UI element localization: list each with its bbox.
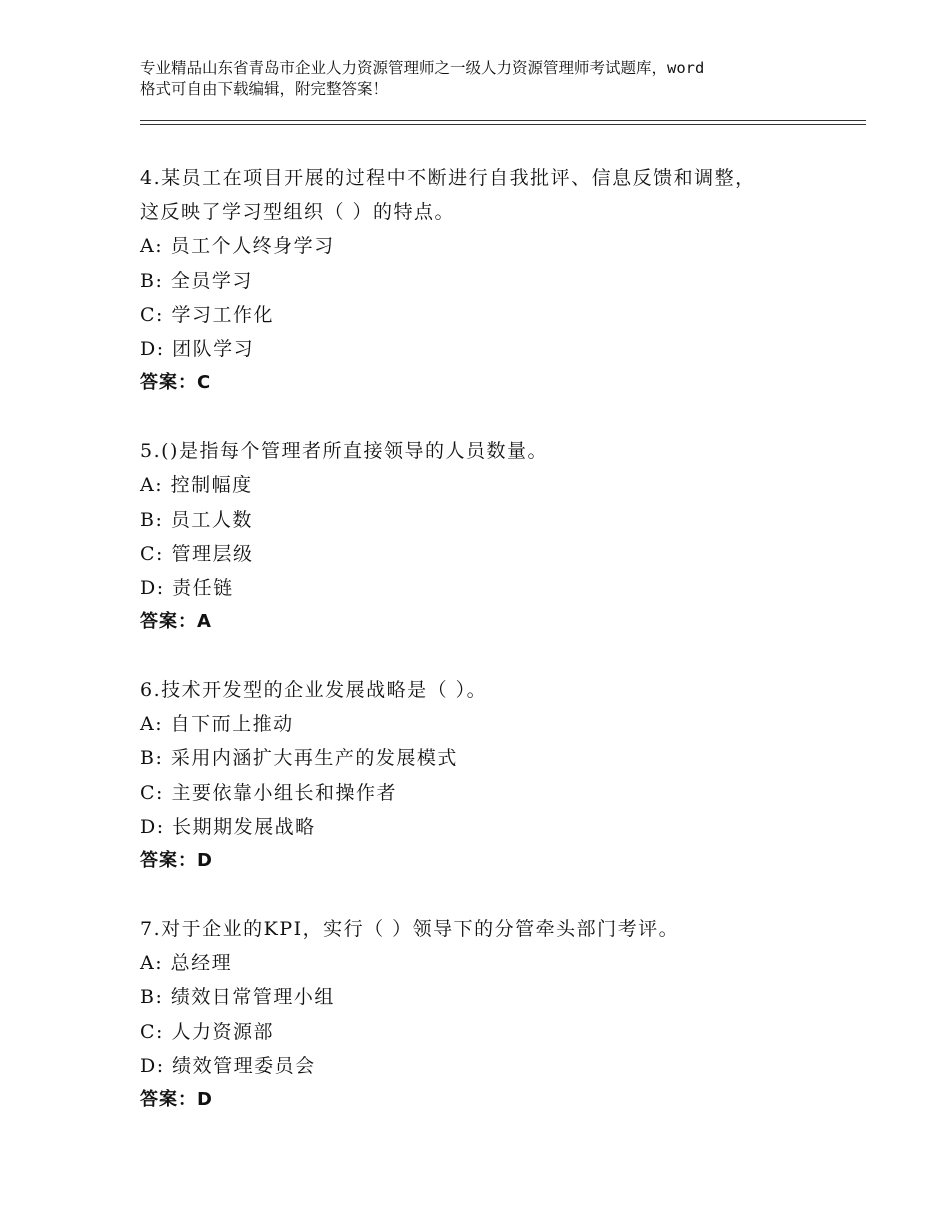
question-stem: 4.某员工在项目开展的过程中不断进行自我批评、信息反馈和调整，	[140, 167, 756, 189]
option-d: D: 团队学习	[140, 337, 255, 360]
answer-label: 答案：A	[140, 611, 212, 633]
header-line-1: 专业精品山东省青岛市企业人力资源管理师之一级人力资源管理师考试题库，word	[140, 59, 705, 77]
question-stem: 7.对于企业的KPI，实行（ ）领导下的分管牵头部门考评。	[140, 918, 680, 940]
answer-label: 答案：D	[140, 1088, 213, 1110]
option-b: B: 绩效日常管理小组	[140, 986, 335, 1009]
question-item	[140, 914, 860, 1119]
option-b: B: 采用内涵扩大再生产的发展模式	[140, 747, 458, 770]
option-a: A: 自下而上推动	[140, 713, 294, 736]
option-c: C: 学习工作化	[140, 303, 274, 326]
option-d: D: 长期期发展战略	[140, 815, 316, 838]
header-divider-thick	[140, 124, 866, 125]
option-c: C: 人力资源部	[140, 1020, 274, 1043]
option-c: C: 管理层级	[140, 542, 254, 565]
option-c: C: 主要依靠小组长和操作者	[140, 781, 397, 804]
question-list	[140, 163, 860, 1153]
option-a: A: 控制幅度	[140, 474, 253, 497]
answer-label: 答案：C	[140, 372, 212, 394]
question-item	[140, 436, 860, 641]
header-divider-thin	[140, 120, 866, 121]
option-a: A: 员工个人终身学习	[140, 235, 335, 258]
question-stem: 6.技术开发型的企业发展战略是（ ）。	[140, 679, 488, 702]
option-d: D: 责任链	[140, 576, 234, 599]
question-item	[140, 675, 860, 880]
option-d: D: 绩效管理委员会	[140, 1054, 316, 1077]
document-header	[140, 58, 840, 100]
question-stem: 这反映了学习型组织（ ）的特点。	[140, 201, 456, 224]
answer-label: 答案：D	[140, 850, 213, 871]
question-item	[140, 163, 860, 402]
header-line-2: 格式可自由下载编辑，附完整答案！	[140, 80, 389, 98]
option-b: B: 员工人数	[140, 508, 253, 531]
option-b: B: 全员学习	[140, 269, 253, 292]
option-a: A: 总经理	[140, 952, 233, 975]
question-stem: 5.()是指每个管理者所直接领导的人员数量。	[140, 440, 548, 463]
